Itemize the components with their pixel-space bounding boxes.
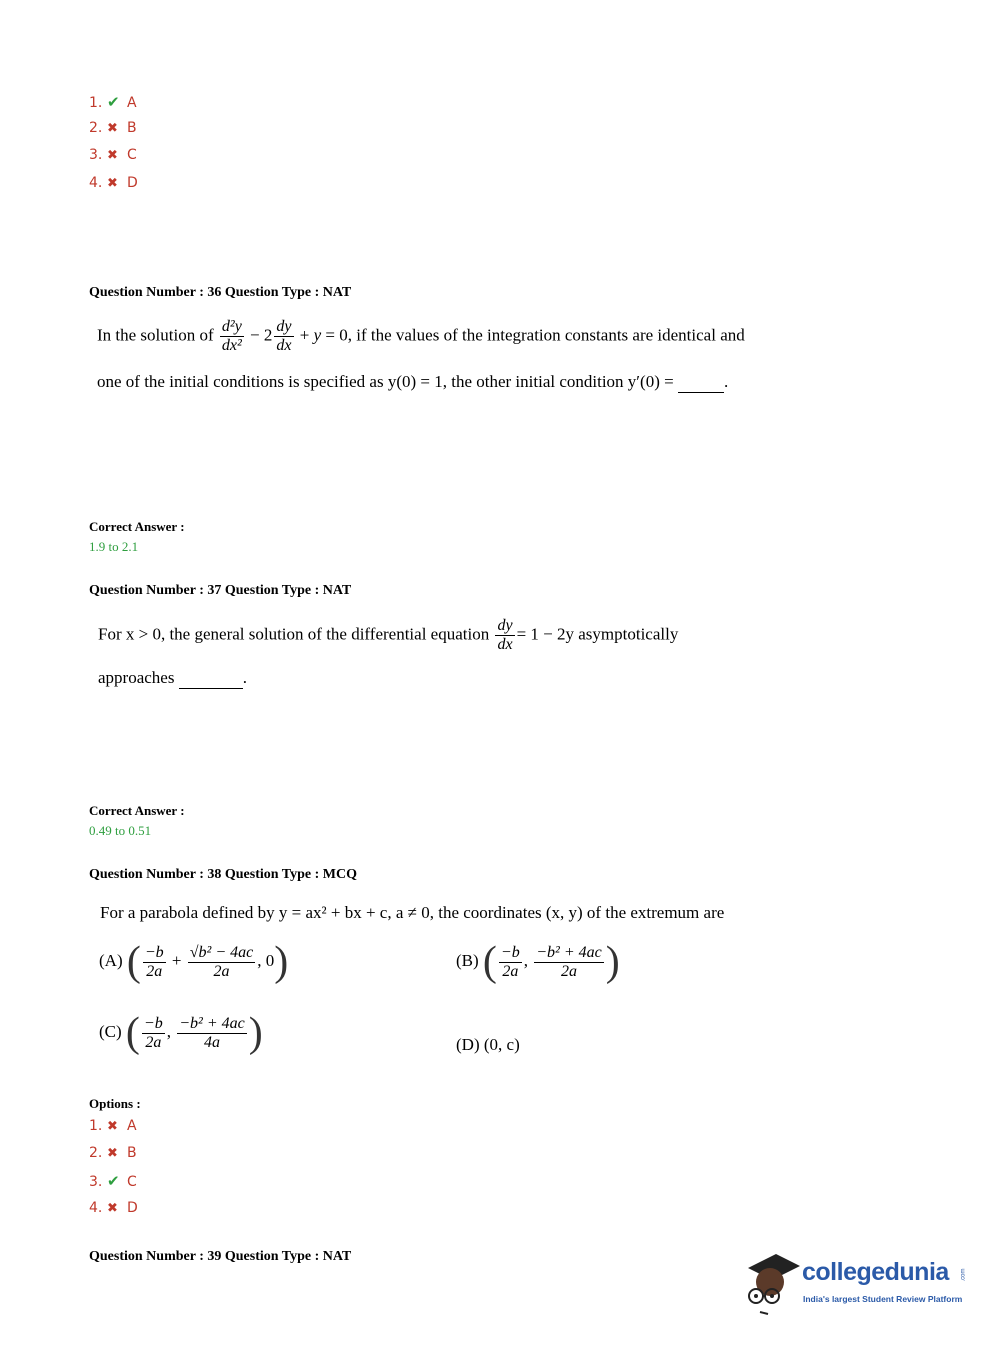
q38-option-2: 2. ✖ B [89,1145,137,1161]
q37-header: Question Number : 37 Question Type : NAT [89,583,352,598]
q36-line2: one of the initial conditions is specified as y(0) = 1, the other initial condition y′(0) = . [97,372,729,391]
q39-header: Question Number : 39 Question Type : NAT [89,1249,352,1264]
q36-correct-label: Correct Answer : [89,519,185,534]
cross-icon: ✖ [107,148,118,163]
answer-blank [179,668,243,689]
check-icon: ✔ [107,1172,120,1190]
q38-option-3: 3. ✔ C [89,1172,137,1190]
q35-option-3: 3. ✖ C [89,147,137,163]
q35-option-4: 4. ✖ D [89,175,138,191]
q38-choice-a: (A) ( $\frac{-b}{2a}$ + $\frac{\text{√b² − 4ac}}{2a}$ , 0) [99,939,289,985]
q36-line1: In the solution of $\frac{\text{d²y}}{\text{dx²}}$ − 2 $\frac{dy}{dx}$ + y = 0, if the values of the integration constants are identical and [97,318,745,354]
logo-brand: collegedunia [802,1258,949,1286]
q36-correct-value: 1.9 to 2.1 [89,539,139,554]
q37-line1: For x > 0, the general solution of the differential equation $\frac{dy}{dx}$ = 1 − 2y asymptotically [98,617,679,653]
q38-header: Question Number : 38 Question Type : MCQ [89,867,357,882]
q37-correct-value: 0.49 to 0.51 [89,823,152,838]
fraction-dy-dx: $\frac{dy}{dx}$ [497,617,513,653]
q38-choice-c: (C) ( $\frac{-b}{2a}$ , $\frac{\text{−b² + 4ac}}{4a}$ ) [99,1010,263,1056]
cross-icon: ✖ [107,1146,118,1161]
fraction-dy-dx: $\frac{dy}{dx}$ [276,318,292,354]
logo-suffix: .com [960,1268,967,1282]
q37-line2: approaches . [98,668,247,687]
cross-icon: ✖ [107,121,118,136]
answer-blank [678,372,724,393]
q35-option-1: 1. ✔ A [89,93,137,111]
q35-option-2: 2. ✖ B [89,120,137,136]
q38-options-label: Options : [89,1096,141,1111]
mascot-icon [742,1250,802,1316]
logo-tagline: India's largest Student Review Platform [803,1294,963,1304]
q38-choice-b: (B) ( $\frac{-b}{2a}$ , $\frac{\text{−b² + 4ac}}{2a}$ ) [456,939,620,985]
cross-icon: ✖ [107,1201,118,1216]
cross-icon: ✖ [107,1119,118,1134]
q38-choice-d: (D) (0, c) [456,1035,520,1054]
q37-correct-label: Correct Answer : [89,803,185,818]
q38-stem: For a parabola defined by y = ax² + bx + c, a ≠ 0, the coordinates (x, y) of the extremum are [100,903,725,922]
q36-header: Question Number : 36 Question Type : NAT [89,285,352,300]
cross-icon: ✖ [107,176,118,191]
q38-option-4: 4. ✖ D [89,1200,138,1216]
collegedunia-logo [742,1250,972,1320]
fraction-d2y-dx2: $\frac{\text{d²y}}{\text{dx²}}$ [221,318,242,354]
q38-option-1: 1. ✖ A [89,1118,137,1134]
check-icon: ✔ [107,93,120,111]
